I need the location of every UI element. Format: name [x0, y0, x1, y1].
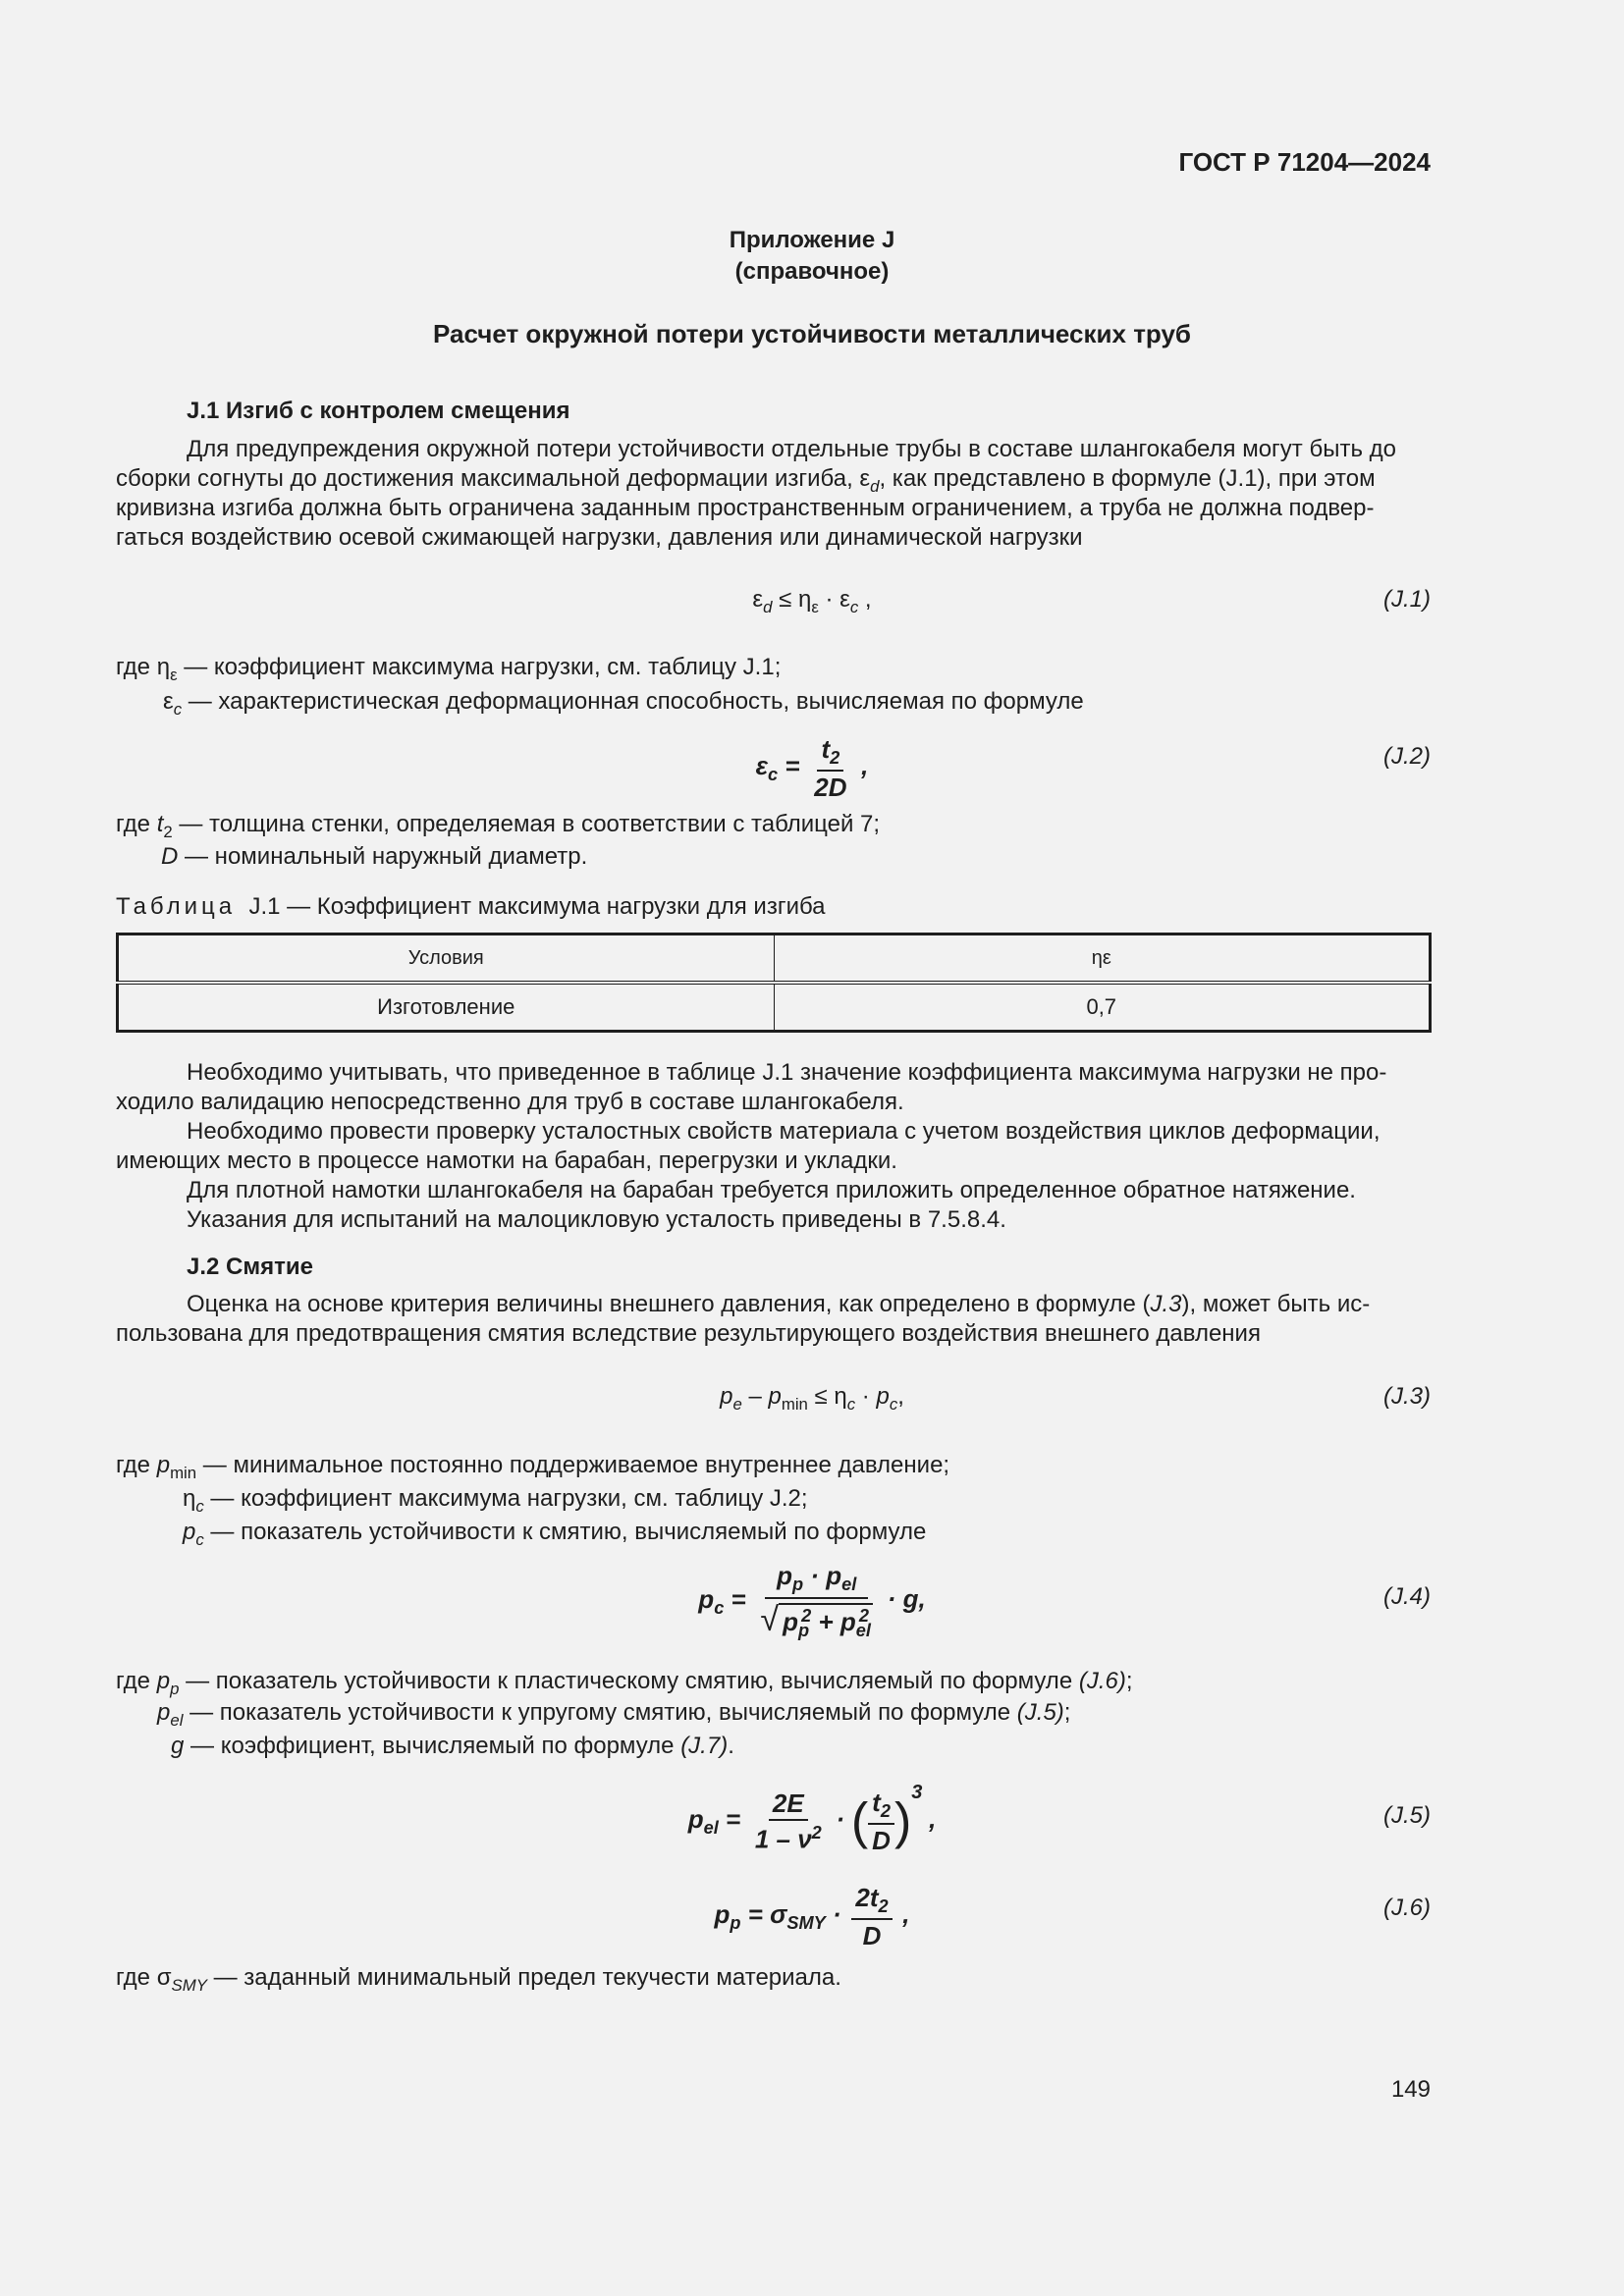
paragraph-line: имеющих место в процессе намотки на барабан, перегрузки и укладки.: [116, 1148, 897, 1174]
section-title: J.2 Смятие: [187, 1254, 313, 1280]
coefficient-table: [116, 933, 1432, 1033]
formula-j6: $p_p = \sigma_{SMY}$ · $\frac{2t_2}{D}$ ,: [714, 1883, 910, 1951]
definition-line: $p_{el}$ — показатель устойчивости к упругому смятию, вычисляемый по формуле (J.5);: [157, 1699, 1071, 1730]
paragraph-line: кривизна изгиба должна быть ограничена заданным пространственным ограничением, а труба не должна подвер-: [116, 495, 1375, 521]
equation-number: (J.3): [1383, 1383, 1431, 1410]
paragraph-line: ходило валидацию непосредственно для труб в составе шлангокабеля.: [116, 1089, 904, 1115]
formula-j1: $\varepsilon_d \le \eta_\varepsilon \cdot \varepsilon_c$ ,: [752, 586, 872, 616]
formula-j4: $p_c$ = $\frac{p_p \cdot p_{el}}{√ p_p^2 + p_{el}^2}$ · g,: [698, 1561, 926, 1641]
definition-line: g — коэффициент, вычисляемый по формуле (J.7).: [171, 1733, 734, 1759]
paragraph-line: гаться воздействию осевой сжимающей нагрузки, давления или динамической нагрузки: [116, 524, 1083, 551]
page-number: 149: [1390, 2076, 1431, 2103]
definition-line: $\eta_c$ — коэффициент максимума нагрузки, см. таблицу J.2;: [183, 1485, 808, 1516]
definition-line: D — номинальный наружный диаметр.: [161, 843, 588, 870]
definition-line: где $p_p$ — показатель устойчивости к пластическому смятию, вычисляемый по формуле (J.6);: [116, 1668, 1133, 1698]
formula-j3: $p_e - p_{min} \le \eta_c \cdot p_c$,: [720, 1383, 904, 1414]
formula-j5: $p_{el}$ = $\frac{2E}{1 - \nu^2}$ · ( $\frac{t_2}{D}$ )$^3$ ,: [687, 1782, 937, 1856]
paragraph-line: сборки согнуты до достижения максимальной деформации изгиба, $\varepsilon_d$, как представлено в формуле (J.1), при этом: [116, 465, 1376, 496]
appendix-subtitle: (справочное): [734, 258, 890, 285]
definition-line: где $p_{min}$ — минимальное постоянно поддерживаемое внутреннее давление;: [116, 1452, 950, 1482]
section-title: J.1 Изгиб с контролем смещения: [187, 398, 570, 424]
equation-number: (J.1): [1383, 586, 1431, 613]
equation-number: (J.4): [1383, 1583, 1431, 1610]
table-header-row: [118, 934, 1431, 984]
paragraph-line: Указания для испытаний на малоцикловую усталость приведены в 7.5.8.4.: [187, 1206, 1006, 1233]
table-cell: 0,7: [774, 983, 1431, 1032]
paragraph-line: пользована для предотвращения смятия вследствие результирующего воздействия внешнего давления: [116, 1320, 1261, 1347]
appendix-title: Приложение J: [729, 227, 895, 253]
paragraph-line: Для плотной намотки шлангокабеля на барабан требуется приложить определенное обратное натяжение.: [187, 1177, 1356, 1203]
table-caption: Таблица J.1 — Коэффициент максимума нагрузки для изгиба: [116, 893, 826, 920]
appendix-heading: Расчет окружной потери устойчивости металлических труб: [433, 319, 1191, 348]
paragraph-line: Для предупреждения окружной потери устойчивости отдельные трубы в составе шлангокабеля могут быть до: [187, 436, 1396, 462]
document-id: ГОСТ Р 71204—2024: [1178, 147, 1431, 177]
formula-j2: $\varepsilon_c$ = $\frac{t_2}{2D}$ ,: [755, 734, 869, 803]
table-header-cell: Условия: [118, 934, 775, 984]
equation-number: (J.2): [1383, 743, 1431, 770]
definition-line: $\varepsilon_c$ — характеристическая деформационная способность, вычисляемая по формуле: [163, 688, 1084, 719]
table-cell: Изготовление: [118, 983, 775, 1032]
paragraph-line: Необходимо учитывать, что приведенное в таблице J.1 значение коэффициента максимума нагрузки не про-: [187, 1059, 1387, 1086]
definition-line: где $\eta_\varepsilon$ — коэффициент максимума нагрузки, см. таблицу J.1;: [116, 654, 782, 684]
definition-line: где $t_2$ — толщина стенки, определяемая в соответствии с таблицей 7;: [116, 811, 881, 841]
table-header-cell: ηε: [774, 934, 1431, 984]
equation-number: (J.6): [1383, 1895, 1431, 1921]
definition-line: $p_c$ — показатель устойчивости к смятию, вычисляемый по формуле: [183, 1519, 927, 1549]
equation-number: (J.5): [1383, 1802, 1431, 1829]
table-row: [118, 983, 1431, 1032]
paragraph-line: Оценка на основе критерия величины внешнего давления, как определено в формуле (J.3), может быть ис-: [187, 1291, 1371, 1317]
definition-line: где $\sigma_{SMY}$ — заданный минимальный предел текучести материала.: [116, 1964, 841, 1995]
paragraph-line: Необходимо провести проверку усталостных свойств материала с учетом воздействия циклов деформации,: [187, 1118, 1380, 1145]
